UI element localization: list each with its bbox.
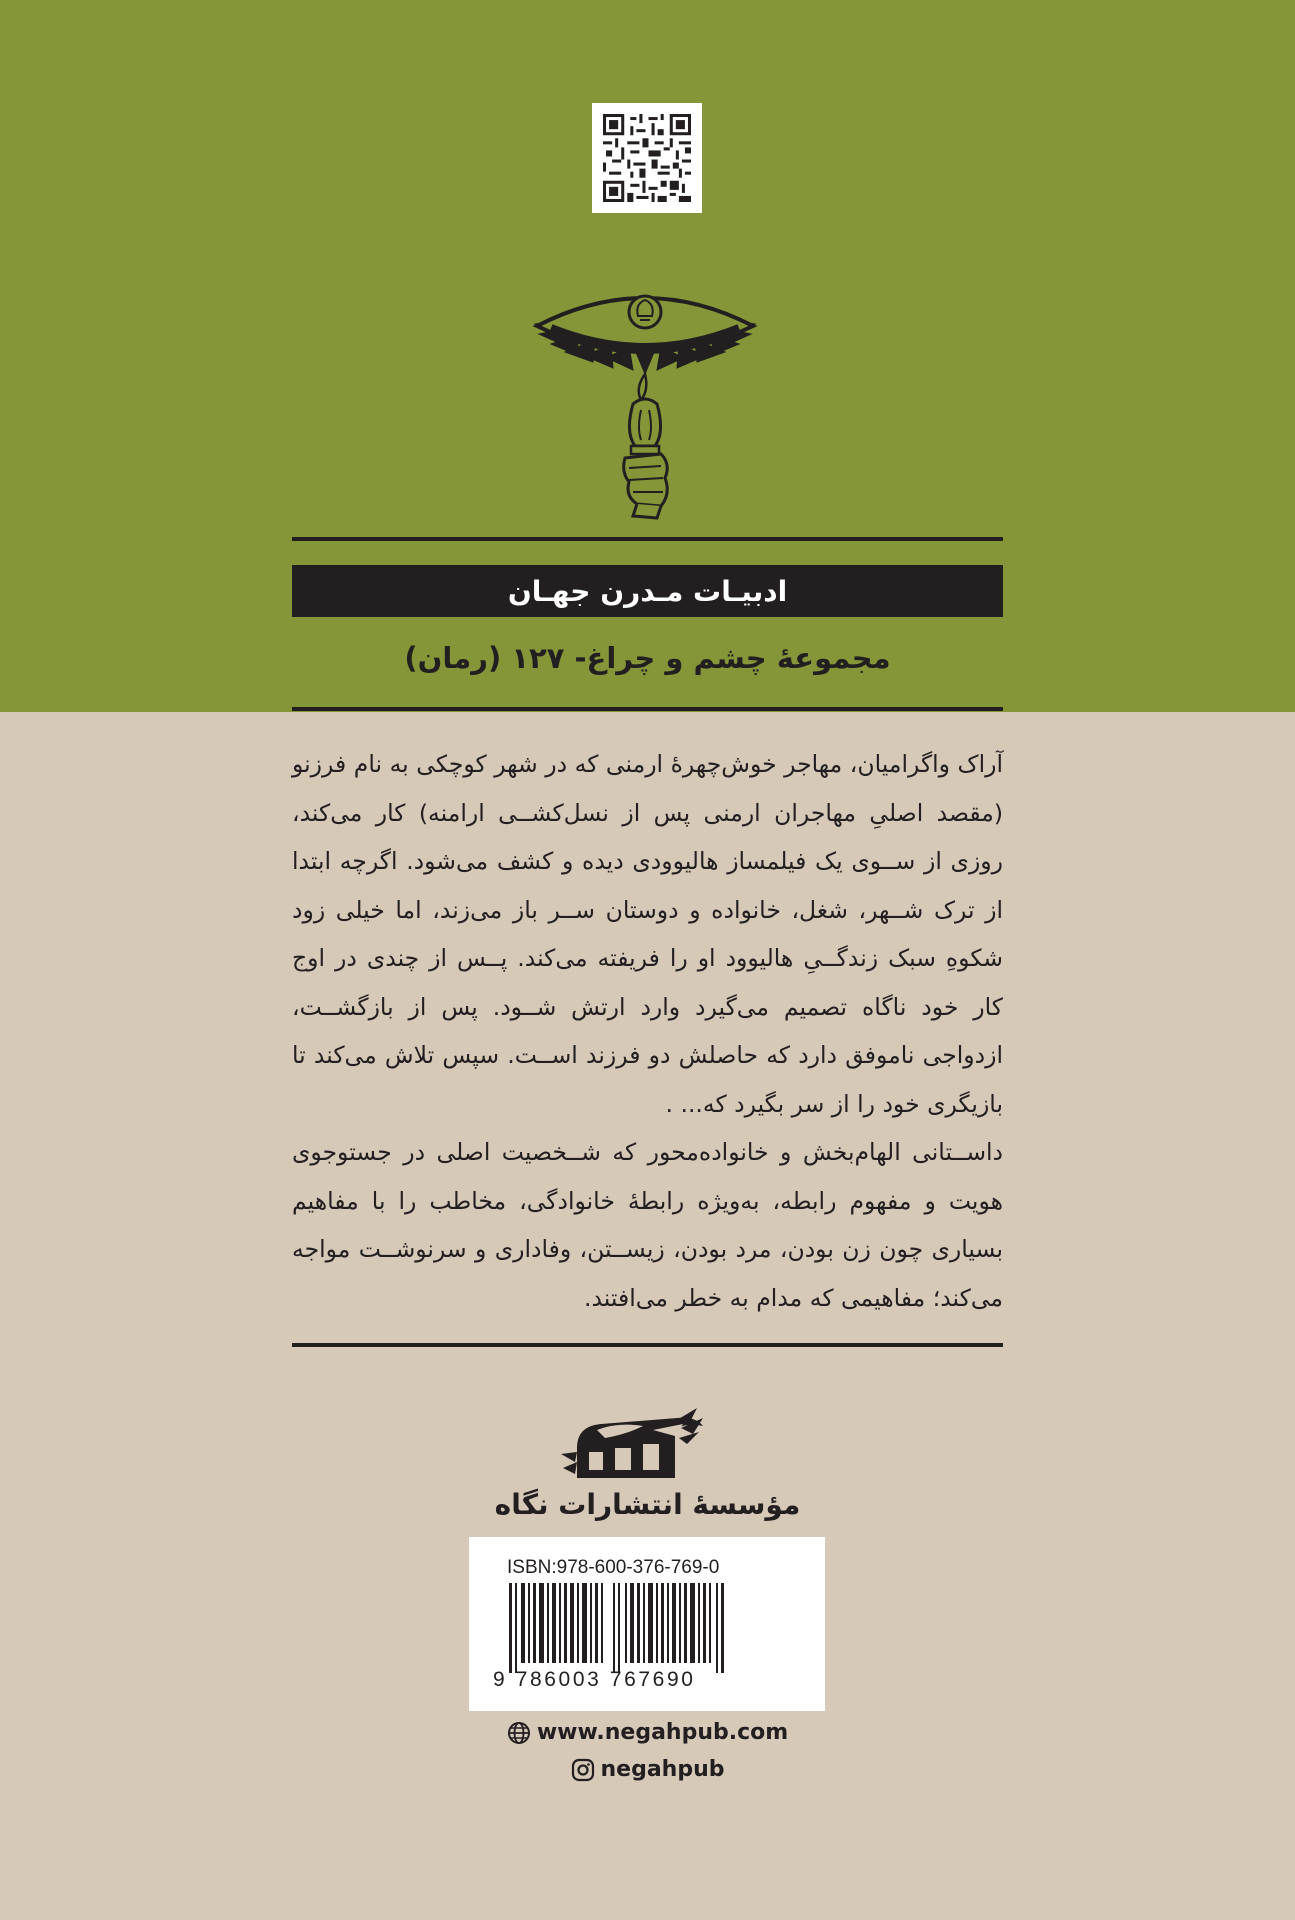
website-link[interactable] [0,1720,1295,1745]
blurb-paragraph: داســتانی الهام‌بخش و خانواده‌محور که شــخصیت اصلی در جستوجوی هویت و مفهوم رابطه، به‌ویژه رابطهٔ خانوادگی، مخاطب را با مفاهیم بسیاری چون زن بودن، مرد بودن، زیســتن، وفاداری و سرنوشــت مواجه می‌کند؛ مفاهیمی که مدام به خطر می‌افتند. [292,1138,1003,1312]
isbn-label: ISBN:978-600-376-769-0 [507,1557,720,1578]
barcode-panel [469,1537,825,1711]
divider-rule [292,707,1003,711]
publisher-name: مؤسسهٔ انتشارات نگاه [494,1488,801,1521]
barcode-digits: 9 786003 767690 [493,1668,696,1691]
eye-and-lamp-icon [525,282,765,526]
blurb-text [292,740,1003,1322]
barcode-icon [509,1583,725,1673]
collection-label: مجموعهٔ چشم و چراغ- ۱۲۷ (رمان) [404,641,891,675]
instagram-text: negahpub [600,1757,725,1782]
negah-logo-icon [557,1408,707,1492]
divider-rule [292,1343,1003,1347]
instagram-link[interactable] [0,1757,1295,1782]
blurb-paragraph: آراک واگرامیان، مهاجر خوش‌چهرهٔ ارمنی که در شهر کوچکی به نام فرزنو (مقصد اصلیِ مهاجران ارمنی پس از نسل‌کشــی ارامنه) کار می‌کند، روزی از ســوی یک فیلمساز هالیوودی دیده و کشف می‌شود. اگرچه ابتدا از ترک شــهر، شغل، خانواده و دوستان ســر باز می‌زند، اما خیلی زود شکوهِ سبک زندگــیِ هالیوود او را فریفته می‌کند. پــس از چندی در اوج کار خود ناگاه تصمیم می‌گیرد وارد ارتش شــود. پس از بازگشــت، ازدواجی ناموفق دارد که حاصلش دو فرزند اســت. سپس تلاش می‌کند تا بازیگری خود را از سر بگیرد که... . [292,750,1003,1118]
website-text: www.negahpub.com [536,1720,789,1745]
qr-code-icon[interactable] [592,103,702,213]
instagram-icon [571,1758,595,1782]
series-title: ادبیـات مـدرن جهـان [292,565,1003,617]
globe-icon [507,1721,531,1745]
divider-rule [292,537,1003,541]
